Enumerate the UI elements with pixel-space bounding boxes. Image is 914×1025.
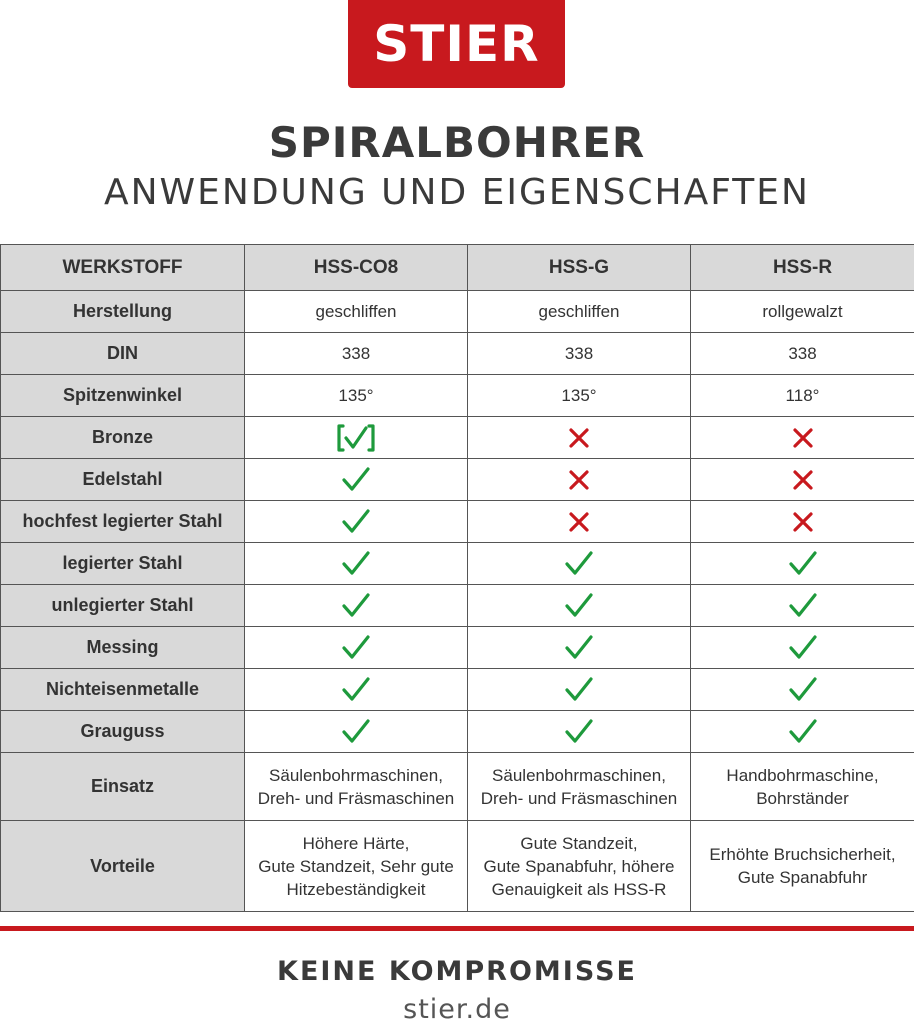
- table-cell: [468, 417, 691, 459]
- logo-text: STIER: [373, 15, 539, 73]
- row-label: Einsatz: [1, 753, 245, 821]
- comparison-table: [0, 244, 914, 912]
- page-title: SPIRALBOHRER: [0, 118, 914, 167]
- table-cell: 338: [468, 333, 691, 375]
- table-cell: [691, 711, 914, 753]
- table-row: [1, 375, 914, 417]
- table-cell: 135°: [245, 375, 468, 417]
- header-hss-g: HSS-G: [468, 245, 691, 291]
- table-row: [1, 333, 914, 375]
- row-label: legierter Stahl: [1, 543, 245, 585]
- table-row-einsatz: [1, 753, 914, 821]
- table-cell: rollgewalzt: [691, 291, 914, 333]
- cross-icon: [788, 465, 818, 495]
- header-hss-r: HSS-R: [691, 245, 914, 291]
- table-row: [1, 669, 914, 711]
- table-cell: [691, 459, 914, 501]
- table-cell: 338: [691, 333, 914, 375]
- table-cell: 135°: [468, 375, 691, 417]
- check-icon: [564, 549, 594, 579]
- cell-line: Gute Standzeit,: [468, 832, 690, 855]
- table-cell: [691, 669, 914, 711]
- table-cell: [245, 543, 468, 585]
- row-label: DIN: [1, 333, 245, 375]
- cell-line: Erhöhte Bruchsicherheit,: [691, 843, 914, 866]
- table-cell: [691, 585, 914, 627]
- table-cell: [245, 711, 468, 753]
- check-icon: [564, 675, 594, 705]
- check-icon: [788, 633, 818, 663]
- cell-line: Höhere Härte,: [245, 832, 467, 855]
- table-cell: [468, 543, 691, 585]
- table-cell: [468, 627, 691, 669]
- table-cell: [245, 669, 468, 711]
- cross-icon: [564, 423, 594, 453]
- check-icon: [341, 717, 371, 747]
- table-cell: [691, 417, 914, 459]
- row-label: Edelstahl: [1, 459, 245, 501]
- check-icon: [341, 633, 371, 663]
- table-row: [1, 711, 914, 753]
- page-subtitle: ANWENDUNG UND EIGENSCHAFTEN: [0, 172, 914, 213]
- table-cell: 118°: [691, 375, 914, 417]
- cell-line: Säulenbohrmaschinen,: [245, 764, 467, 787]
- slogan: KEINE KOMPROMISSE: [0, 956, 914, 987]
- cross-icon: [788, 507, 818, 537]
- header-row: [1, 245, 914, 291]
- table-row: [1, 627, 914, 669]
- footer-divider: [0, 926, 914, 931]
- cell-line: Handbohrmaschine,: [691, 764, 914, 787]
- table-cell: [245, 501, 468, 543]
- table-cell: [691, 821, 914, 912]
- website-link[interactable]: stier.de: [0, 994, 914, 1025]
- row-label: hochfest legierter Stahl: [1, 501, 245, 543]
- table-cell: [245, 821, 468, 912]
- table-row: [1, 543, 914, 585]
- cell-line: Gute Standzeit, Sehr gute: [245, 855, 467, 878]
- table-row-vorteile: [1, 821, 914, 912]
- row-label: Vorteile: [1, 821, 245, 912]
- check-icon: [788, 549, 818, 579]
- table-cell: [691, 501, 914, 543]
- table-cell: [468, 585, 691, 627]
- check-icon: [341, 675, 371, 705]
- row-label: Bronze: [1, 417, 245, 459]
- row-label: unlegierter Stahl: [1, 585, 245, 627]
- cell-line: Gute Spanabfuhr: [691, 866, 914, 889]
- check-icon: [341, 507, 371, 537]
- cross-icon: [788, 423, 818, 453]
- cell-line: Dreh- und Fräsmaschinen: [245, 787, 467, 810]
- row-label: Spitzenwinkel: [1, 375, 245, 417]
- cross-icon: [564, 507, 594, 537]
- table-cell: 338: [245, 333, 468, 375]
- table-cell: [245, 627, 468, 669]
- table-cell: [468, 711, 691, 753]
- check-icon: [564, 717, 594, 747]
- check-icon: [341, 549, 371, 579]
- stier-logo: [348, 0, 565, 88]
- row-label: Nichteisenmetalle: [1, 669, 245, 711]
- table-cell: [245, 753, 468, 821]
- table-cell: geschliffen: [245, 291, 468, 333]
- table-row: [1, 501, 914, 543]
- cell-line: Säulenbohrmaschinen,: [468, 764, 690, 787]
- table-cell: [468, 821, 691, 912]
- check-icon: [788, 591, 818, 621]
- table-cell: [245, 459, 468, 501]
- table-cell: [468, 753, 691, 821]
- cell-line: Dreh- und Fräsmaschinen: [468, 787, 690, 810]
- table-cell: [691, 753, 914, 821]
- row-label: Messing: [1, 627, 245, 669]
- table-cell: [468, 501, 691, 543]
- check-icon: [788, 675, 818, 705]
- table-cell: [245, 417, 468, 459]
- check-icon: [341, 591, 371, 621]
- cell-line: Hitzebeständigkeit: [245, 878, 467, 901]
- table-cell: geschliffen: [468, 291, 691, 333]
- row-label: Herstellung: [1, 291, 245, 333]
- header-hss-co8: HSS-CO8: [245, 245, 468, 291]
- check-bracketed-icon: [333, 423, 379, 453]
- check-icon: [341, 465, 371, 495]
- table-row: [1, 459, 914, 501]
- header-werkstoff: WERKSTOFF: [1, 245, 245, 291]
- table-cell: [691, 543, 914, 585]
- cell-line: Bohrständer: [691, 787, 914, 810]
- table-row: [1, 585, 914, 627]
- table-cell: [468, 669, 691, 711]
- table-cell: [245, 585, 468, 627]
- check-icon: [788, 717, 818, 747]
- table-row: [1, 417, 914, 459]
- row-label: Grauguss: [1, 711, 245, 753]
- cell-line: Gute Spanabfuhr, höhere: [468, 855, 690, 878]
- table-cell: [468, 459, 691, 501]
- table-cell: [691, 627, 914, 669]
- cell-line: Genauigkeit als HSS-R: [468, 878, 690, 901]
- check-icon: [564, 633, 594, 663]
- cross-icon: [564, 465, 594, 495]
- table-row: [1, 291, 914, 333]
- check-icon: [564, 591, 594, 621]
